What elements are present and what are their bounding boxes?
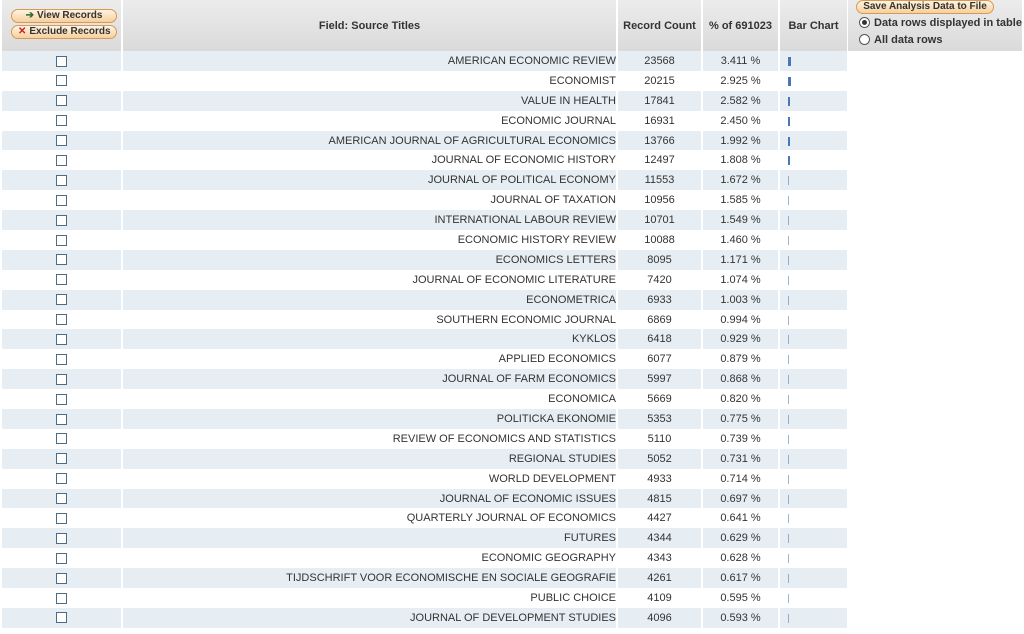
- table-row: [2, 469, 847, 489]
- bar: [788, 216, 789, 225]
- table-row: [2, 210, 847, 230]
- bar-chart-cell: [780, 608, 847, 628]
- row-select-cell: [2, 329, 123, 349]
- table-row: [2, 250, 847, 270]
- arrow-right-icon: ➔: [25, 10, 34, 21]
- bar: [788, 534, 789, 543]
- source-title: ECONOMICA: [123, 389, 618, 409]
- row-select-cell: [2, 608, 123, 628]
- bar-chart-cell: [780, 349, 847, 369]
- record-count: 10701: [618, 210, 703, 230]
- radio-selected-icon[interactable]: [859, 17, 870, 28]
- bar: [788, 236, 789, 245]
- table-row: [2, 91, 847, 111]
- percent-value: 0.714 %: [703, 469, 780, 489]
- source-title: JOURNAL OF TAXATION: [123, 190, 618, 210]
- row-checkbox[interactable]: [56, 235, 67, 246]
- row-select-cell: [2, 250, 123, 270]
- row-select-cell: [2, 170, 123, 190]
- source-title: APPLIED ECONOMICS: [123, 349, 618, 369]
- record-count: 20215: [618, 71, 703, 91]
- source-title: VALUE IN HEALTH: [123, 91, 618, 111]
- row-select-cell: [2, 51, 123, 71]
- percent-value: 0.731 %: [703, 449, 780, 469]
- record-count: 4933: [618, 469, 703, 489]
- row-checkbox[interactable]: [56, 593, 67, 604]
- record-actions: [11, 9, 117, 41]
- row-checkbox[interactable]: [56, 294, 67, 305]
- percent-value: 0.641 %: [703, 508, 780, 528]
- row-select-cell: [2, 111, 123, 131]
- bar-chart-cell: [780, 329, 847, 349]
- percent-value: 1.992 %: [703, 131, 780, 151]
- bar: [788, 296, 789, 305]
- bar-chart-cell: [780, 528, 847, 548]
- bar: [788, 276, 789, 285]
- results-body: [2, 51, 847, 628]
- source-title: ECONOMIC JOURNAL: [123, 111, 618, 131]
- bar: [788, 256, 789, 265]
- percent-value: 0.775 %: [703, 409, 780, 429]
- exclude-records-label: Exclude Records: [29, 26, 111, 37]
- record-count-column-header: Record Count: [618, 0, 703, 51]
- exclude-records-button[interactable]: [11, 25, 117, 39]
- record-count: 12497: [618, 150, 703, 170]
- bar: [788, 435, 789, 444]
- row-select-cell: [2, 190, 123, 210]
- record-count: 13766: [618, 131, 703, 151]
- table-row: [2, 51, 847, 71]
- bar-chart-cell: [780, 150, 847, 170]
- percent-value: 1.808 %: [703, 150, 780, 170]
- source-title: TIJDSCHRIFT VOOR ECONOMISCHE EN SOCIALE GEOGRAFIE: [123, 568, 618, 588]
- bar-chart-cell: [780, 449, 847, 469]
- record-count: 6933: [618, 290, 703, 310]
- percent-value: 1.171 %: [703, 250, 780, 270]
- row-select-cell: [2, 449, 123, 469]
- table-row: [2, 508, 847, 528]
- bar: [788, 57, 791, 66]
- row-checkbox[interactable]: [56, 573, 67, 584]
- row-checkbox[interactable]: [56, 493, 67, 504]
- source-title: ECONOMICS LETTERS: [123, 250, 618, 270]
- record-count: 4815: [618, 489, 703, 509]
- source-title: FUTURES: [123, 528, 618, 548]
- percent-value: 1.074 %: [703, 270, 780, 290]
- source-title: PUBLIC CHOICE: [123, 588, 618, 608]
- row-select-cell: [2, 429, 123, 449]
- record-count: 5052: [618, 449, 703, 469]
- percent-column-header: % of 691023: [703, 0, 780, 51]
- percent-value: 0.994 %: [703, 310, 780, 330]
- percent-value: 0.629 %: [703, 528, 780, 548]
- radio-unselected-icon[interactable]: [859, 34, 870, 45]
- record-count: 5353: [618, 409, 703, 429]
- bar-chart-cell: [780, 270, 847, 290]
- row-checkbox[interactable]: [56, 513, 67, 524]
- row-select-cell: [2, 349, 123, 369]
- row-select-cell: [2, 528, 123, 548]
- row-select-cell: [2, 230, 123, 250]
- source-title: POLITICKA EKONOMIE: [123, 409, 618, 429]
- percent-value: 1.672 %: [703, 170, 780, 190]
- row-checkbox[interactable]: [56, 215, 67, 226]
- close-icon: ✕: [18, 26, 27, 37]
- row-select-cell: [2, 548, 123, 568]
- table-row: [2, 449, 847, 469]
- row-select-cell: [2, 409, 123, 429]
- record-count: 10956: [618, 190, 703, 210]
- row-checkbox[interactable]: [56, 274, 67, 285]
- row-checkbox[interactable]: [56, 612, 67, 623]
- bar-chart-cell: [780, 310, 847, 330]
- percent-value: 1.585 %: [703, 190, 780, 210]
- row-select-cell: [2, 131, 123, 151]
- table-row: [2, 389, 847, 409]
- table-row: [2, 568, 847, 588]
- table-row: [2, 111, 847, 131]
- source-title: JOURNAL OF ECONOMIC LITERATURE: [123, 270, 618, 290]
- record-count: 6869: [618, 310, 703, 330]
- source-title: KYKLOS: [123, 329, 618, 349]
- record-count: 11553: [618, 170, 703, 190]
- record-count: 7420: [618, 270, 703, 290]
- row-checkbox[interactable]: [56, 414, 67, 425]
- record-count: 4109: [618, 588, 703, 608]
- bar: [788, 395, 789, 404]
- source-title: ECONOMIC HISTORY REVIEW: [123, 230, 618, 250]
- table-row: [2, 429, 847, 449]
- export-option-all[interactable]: [859, 34, 942, 46]
- bar: [788, 514, 789, 523]
- percent-value: 0.929 %: [703, 329, 780, 349]
- bar: [788, 554, 789, 563]
- percent-value: 0.628 %: [703, 548, 780, 568]
- bar: [788, 316, 789, 325]
- percent-value: 0.595 %: [703, 588, 780, 608]
- view-records-label: View Records: [36, 10, 103, 21]
- percent-value: 0.697 %: [703, 489, 780, 509]
- source-title: AMERICAN JOURNAL OF AGRICULTURAL ECONOMICS: [123, 131, 618, 151]
- table-row: [2, 588, 847, 608]
- export-option-displayed[interactable]: [859, 17, 1022, 29]
- view-records-button[interactable]: [11, 9, 117, 23]
- record-count: 4344: [618, 528, 703, 548]
- percent-value: 0.617 %: [703, 568, 780, 588]
- table-row: [2, 71, 847, 91]
- row-checkbox[interactable]: [56, 314, 67, 325]
- bar-chart-cell: [780, 131, 847, 151]
- row-select-cell: [2, 469, 123, 489]
- row-checkbox[interactable]: [56, 95, 67, 106]
- row-checkbox[interactable]: [56, 553, 67, 564]
- record-count: 6077: [618, 349, 703, 369]
- bar: [788, 117, 790, 126]
- table-row: [2, 329, 847, 349]
- row-checkbox[interactable]: [56, 473, 67, 484]
- record-count: 6418: [618, 329, 703, 349]
- row-checkbox[interactable]: [56, 374, 67, 385]
- source-title: SOUTHERN ECONOMIC JOURNAL: [123, 310, 618, 330]
- record-count: 4261: [618, 568, 703, 588]
- bar: [788, 574, 789, 583]
- table-row: [2, 409, 847, 429]
- row-checkbox[interactable]: [56, 115, 67, 126]
- bar-chart-cell: [780, 508, 847, 528]
- bar: [788, 614, 789, 623]
- table-row: [2, 489, 847, 509]
- table-row: [2, 310, 847, 330]
- percent-value: 2.450 %: [703, 111, 780, 131]
- source-title: JOURNAL OF DEVELOPMENT STUDIES: [123, 608, 618, 628]
- row-select-cell: [2, 369, 123, 389]
- bar-chart-cell: [780, 588, 847, 608]
- table-row: [2, 528, 847, 548]
- bar: [788, 196, 789, 205]
- table-row: [2, 131, 847, 151]
- row-select-cell: [2, 150, 123, 170]
- row-checkbox[interactable]: [56, 56, 67, 67]
- row-checkbox[interactable]: [56, 75, 67, 86]
- bar: [788, 415, 789, 424]
- row-checkbox[interactable]: [56, 175, 67, 186]
- bar-chart-cell: [780, 568, 847, 588]
- bar-chart-cell: [780, 170, 847, 190]
- row-select-cell: [2, 210, 123, 230]
- percent-value: 3.411 %: [703, 51, 780, 71]
- bar-chart-cell: [780, 429, 847, 449]
- bar: [788, 375, 789, 384]
- bar: [788, 455, 789, 464]
- bar-chart-cell: [780, 230, 847, 250]
- source-title: WORLD DEVELOPMENT: [123, 469, 618, 489]
- source-title: JOURNAL OF POLITICAL ECONOMY: [123, 170, 618, 190]
- bar: [788, 495, 789, 504]
- percent-value: 0.820 %: [703, 389, 780, 409]
- row-checkbox[interactable]: [56, 533, 67, 544]
- percent-value: 0.879 %: [703, 349, 780, 369]
- percent-value: 0.868 %: [703, 369, 780, 389]
- row-select-cell: [2, 489, 123, 509]
- analysis-table: [2, 0, 847, 628]
- row-checkbox[interactable]: [56, 334, 67, 345]
- table-row: [2, 608, 847, 628]
- bar-chart-cell: [780, 91, 847, 111]
- actions-header: [2, 0, 123, 51]
- source-title: ECONOMIST: [123, 71, 618, 91]
- row-checkbox[interactable]: [56, 155, 67, 166]
- bar-chart-cell: [780, 409, 847, 429]
- percent-value: 2.925 %: [703, 71, 780, 91]
- header-row: [2, 0, 847, 51]
- export-panel: [848, 0, 1022, 51]
- row-select-cell: [2, 270, 123, 290]
- source-title: QUARTERLY JOURNAL OF ECONOMICS: [123, 508, 618, 528]
- bar-chart-cell: [780, 71, 847, 91]
- percent-value: 1.549 %: [703, 210, 780, 230]
- record-count: 4343: [618, 548, 703, 568]
- bar: [788, 594, 789, 603]
- percent-value: 2.582 %: [703, 91, 780, 111]
- bar-chart-column-header: Bar Chart: [780, 0, 847, 51]
- percent-value: 0.593 %: [703, 608, 780, 628]
- bar-chart-cell: [780, 51, 847, 71]
- row-select-cell: [2, 588, 123, 608]
- row-checkbox[interactable]: [56, 354, 67, 365]
- source-title: AMERICAN ECONOMIC REVIEW: [123, 51, 618, 71]
- export-option-all-label: All data rows: [874, 34, 943, 46]
- table-row: [2, 190, 847, 210]
- record-count: 5997: [618, 369, 703, 389]
- bar-chart-cell: [780, 290, 847, 310]
- export-option-displayed-label: Data rows displayed in table: [874, 17, 1022, 29]
- record-count: 8095: [618, 250, 703, 270]
- table-row: [2, 369, 847, 389]
- bar: [788, 176, 789, 185]
- bar-chart-cell: [780, 469, 847, 489]
- row-checkbox[interactable]: [56, 453, 67, 464]
- row-select-cell: [2, 389, 123, 409]
- source-title: REVIEW OF ECONOMICS AND STATISTICS: [123, 429, 618, 449]
- bar-chart-cell: [780, 548, 847, 568]
- row-checkbox[interactable]: [56, 195, 67, 206]
- source-title: REGIONAL STUDIES: [123, 449, 618, 469]
- row-checkbox[interactable]: [56, 135, 67, 146]
- bar: [788, 77, 791, 86]
- bar: [788, 475, 789, 484]
- row-select-cell: [2, 568, 123, 588]
- bar: [788, 156, 790, 165]
- table-row: [2, 349, 847, 369]
- row-select-cell: [2, 310, 123, 330]
- source-title: JOURNAL OF FARM ECONOMICS: [123, 369, 618, 389]
- bar-chart-cell: [780, 489, 847, 509]
- bar: [788, 137, 790, 146]
- table-row: [2, 170, 847, 190]
- row-checkbox[interactable]: [56, 254, 67, 265]
- record-count: 4096: [618, 608, 703, 628]
- row-checkbox[interactable]: [56, 394, 67, 405]
- bar-chart-cell: [780, 369, 847, 389]
- table-row: [2, 230, 847, 250]
- bar-chart-cell: [780, 210, 847, 230]
- bar-chart-cell: [780, 250, 847, 270]
- save-analysis-button[interactable]: Save Analysis Data to File: [856, 0, 994, 14]
- row-select-cell: [2, 290, 123, 310]
- record-count: 5110: [618, 429, 703, 449]
- percent-value: 1.460 %: [703, 230, 780, 250]
- record-count: 17841: [618, 91, 703, 111]
- bar: [788, 335, 789, 344]
- source-title: ECONOMIC GEOGRAPHY: [123, 548, 618, 568]
- bar: [788, 355, 789, 364]
- record-count: 10088: [618, 230, 703, 250]
- table-row: [2, 548, 847, 568]
- table-row: [2, 150, 847, 170]
- percent-value: 1.003 %: [703, 290, 780, 310]
- row-checkbox[interactable]: [56, 433, 67, 444]
- row-select-cell: [2, 71, 123, 91]
- source-title: JOURNAL OF ECONOMIC HISTORY: [123, 150, 618, 170]
- table-row: [2, 290, 847, 310]
- bar: [788, 97, 790, 106]
- table-row: [2, 270, 847, 290]
- row-select-cell: [2, 91, 123, 111]
- source-title: ECONOMETRICA: [123, 290, 618, 310]
- bar-chart-cell: [780, 111, 847, 131]
- row-select-cell: [2, 508, 123, 528]
- source-title: INTERNATIONAL LABOUR REVIEW: [123, 210, 618, 230]
- record-count: 23568: [618, 51, 703, 71]
- record-count: 5669: [618, 389, 703, 409]
- bar-chart-cell: [780, 190, 847, 210]
- source-title: JOURNAL OF ECONOMIC ISSUES: [123, 489, 618, 509]
- record-count: 16931: [618, 111, 703, 131]
- record-count: 4427: [618, 508, 703, 528]
- bar-chart-cell: [780, 389, 847, 409]
- percent-value: 0.739 %: [703, 429, 780, 449]
- field-column-header: Field: Source Titles: [123, 0, 618, 51]
